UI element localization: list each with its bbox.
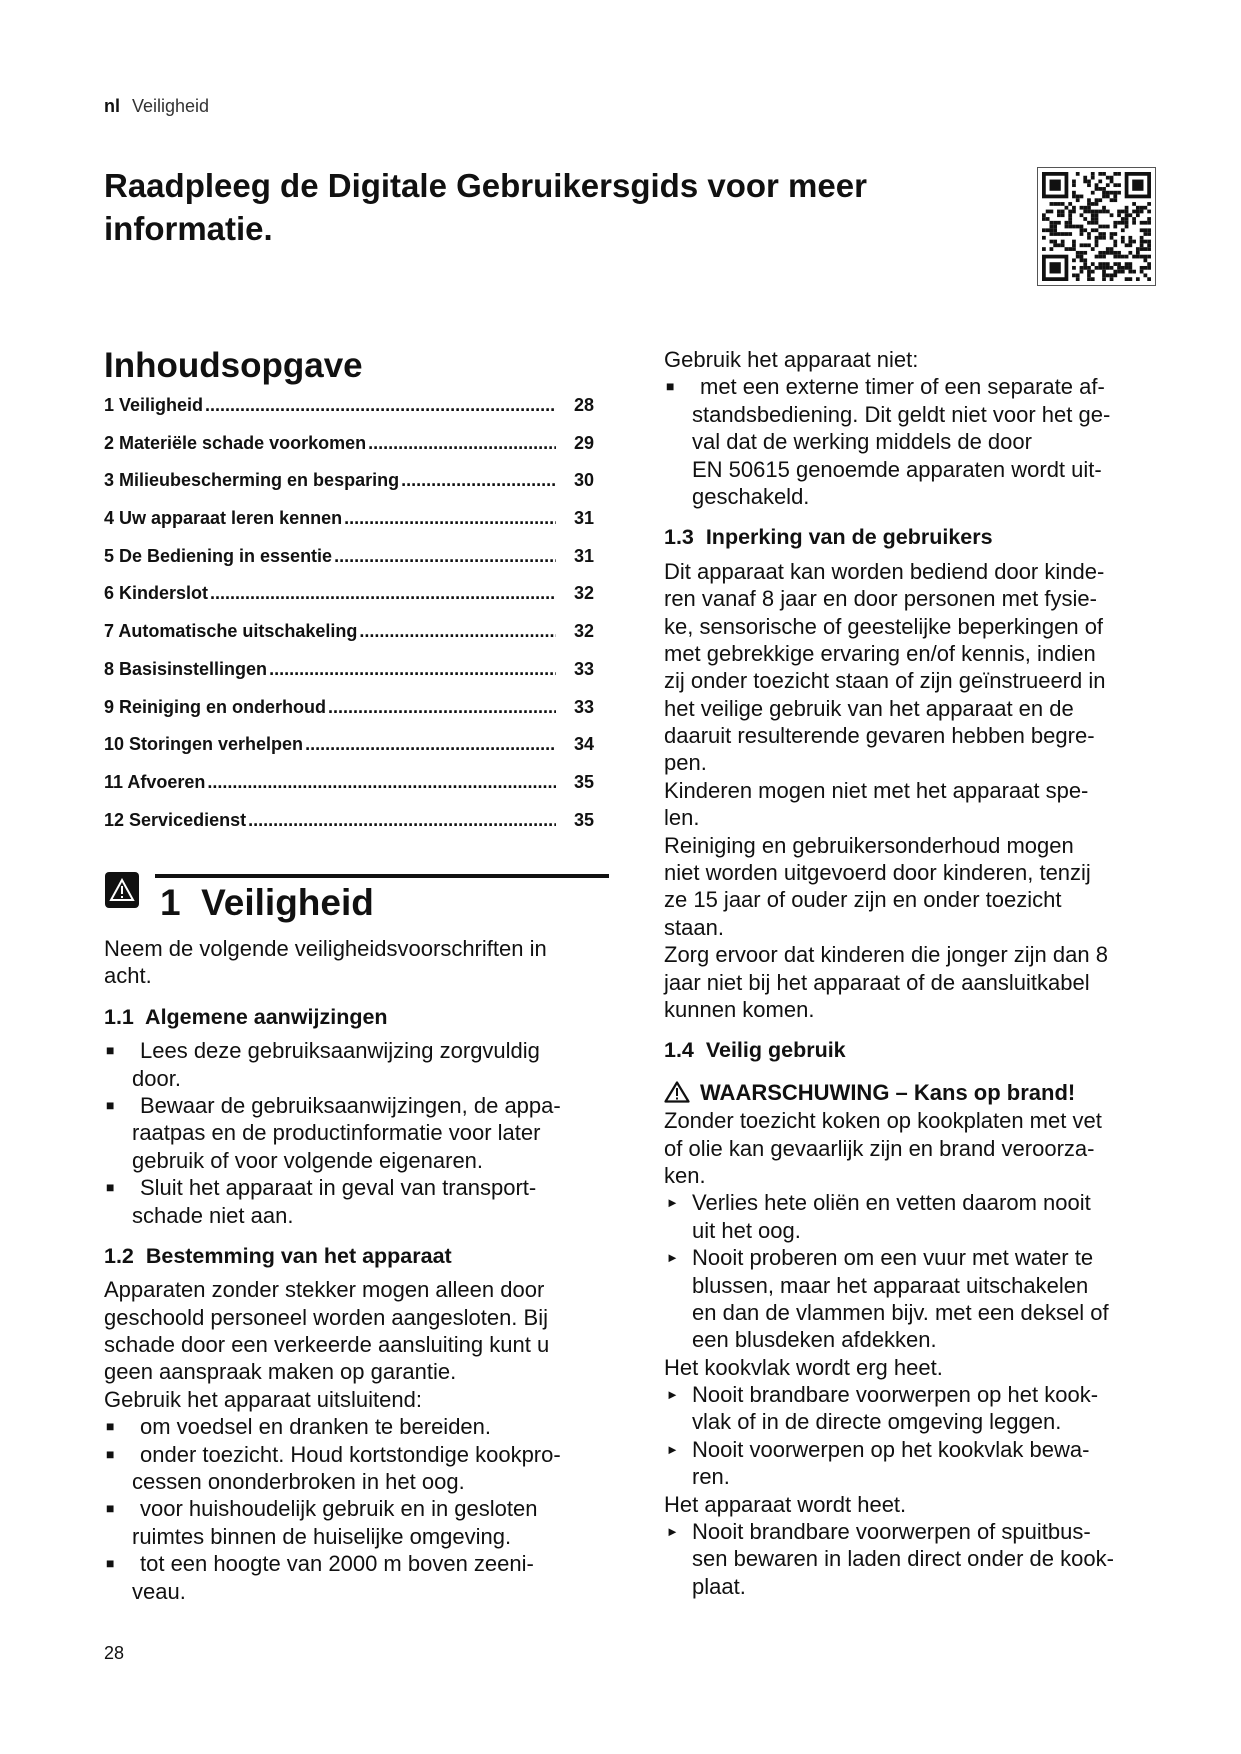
text-line: of olie kan gevaarlijk zijn en brand veroorza-: [664, 1135, 1095, 1161]
text-line: ruimtes binnen de huiselijke omgeving.: [132, 1523, 512, 1549]
paragraph: [664, 346, 1184, 373]
subsection-heading: 1.4 Veilig gebruik: [664, 1038, 846, 1063]
table-of-contents: [104, 395, 594, 847]
paragraph: [664, 1107, 1184, 1189]
bullet-square-icon: ■: [106, 1555, 115, 1572]
toc-item-label: 3 Milieubescherming en besparing: [104, 470, 400, 491]
text-line: Het kookvlak wordt erg heet.: [664, 1354, 943, 1380]
text-line: acht.: [104, 963, 152, 989]
toc-item-page: 33: [573, 696, 594, 717]
text-line: geen aanspraak maken op garantie.: [104, 1359, 457, 1385]
toc-leader: [368, 433, 556, 454]
toc-item-label: 10 Storingen verhelpen: [104, 734, 304, 755]
toc-title: Inhoudsopgave: [104, 346, 363, 385]
toc-item[interactable]: [104, 772, 594, 810]
bullet-square-icon: ■: [106, 1500, 115, 1517]
text-line: met een externe timer of een separate af-: [700, 374, 1105, 400]
toc-item[interactable]: [104, 470, 594, 508]
text-line: standsbediening. Dit geldt niet voor het ge-: [692, 401, 1111, 427]
toc-item-page: 33: [573, 658, 594, 679]
text-line: blussen, maar het apparaat uitschakelen: [692, 1272, 1089, 1298]
toc-item-label: 1 Veiligheid: [104, 395, 204, 415]
toc-item-label: 12 Servicedienst: [104, 809, 247, 830]
bullet-item: [104, 1495, 624, 1550]
text-line: plaat.: [692, 1573, 746, 1599]
instruction-item: [664, 1189, 1184, 1244]
instruction-item: [664, 1381, 1184, 1436]
toc-item[interactable]: [104, 395, 594, 433]
text-line: ke, sensorische of geestelijke beperkingen of: [664, 613, 1104, 639]
text-line: sen bewaren in laden direct onder de kook-: [692, 1546, 1114, 1572]
text-line: staan.: [664, 914, 724, 940]
text-line: pen.: [664, 750, 707, 776]
text-line: met gebrekkige ervaring en/of kennis, indien: [664, 640, 1096, 666]
toc-item-page: 32: [573, 621, 594, 642]
toc-item-page: 29: [573, 432, 594, 453]
page-number: 28: [104, 1643, 125, 1663]
toc-item[interactable]: [104, 546, 594, 584]
paragraph: [104, 935, 624, 990]
text-line: Reiniging en gebruikersonderhoud mogen: [664, 832, 1074, 858]
toc-item-label: 9 Reiniging en onderhoud: [104, 696, 326, 717]
toc-item[interactable]: [104, 508, 594, 546]
paragraph: [664, 1354, 1184, 1381]
toc-leader: [359, 621, 556, 642]
arrow-right-icon: ►: [666, 1195, 679, 1211]
text-line: Zorg ervoor dat kinderen die jonger zijn dan 8: [664, 942, 1108, 968]
text-line: Gebruik het apparaat niet:: [664, 347, 919, 372]
bullet-item: [104, 1550, 624, 1605]
toc-item-label: 7 Automatische uitschakeling: [104, 621, 358, 642]
toc-leader: [401, 470, 556, 491]
toc-item-page: 30: [573, 470, 594, 491]
text-line: val dat de werking middels de door: [692, 429, 1032, 455]
text-line: Nooit proberen om een vuur met water te: [692, 1245, 1094, 1271]
right-column: [664, 346, 1184, 1600]
toc-item[interactable]: [104, 810, 594, 848]
text-line: Neem de volgende veiligheidsvoorschriften in: [104, 936, 547, 961]
running-header: [104, 96, 209, 117]
text-line: tot een hoogte van 2000 m boven zeeni-: [140, 1551, 534, 1577]
text-line: niet worden uitgevoerd door kinderen, tenzij: [664, 860, 1091, 886]
toc-item[interactable]: [104, 734, 594, 772]
toc-item-page: 31: [573, 545, 594, 566]
toc-item-label: 5 De Bediening in essentie: [104, 545, 333, 566]
toc-leader: [248, 810, 556, 831]
text-line: Bewaar de gebruiksaanwijzingen, de appa-: [140, 1092, 561, 1118]
toc-leader: [210, 583, 556, 604]
toc-item[interactable]: [104, 697, 594, 735]
text-line: door.: [132, 1065, 181, 1091]
text-line: Apparaten zonder stekker mogen alleen door: [104, 1277, 545, 1303]
toc-leader: [269, 659, 556, 680]
toc-item-page: 35: [573, 809, 594, 830]
text-line: veau.: [132, 1578, 186, 1604]
text-line: Lees deze gebruiksaanwijzing zorgvuldig: [140, 1038, 540, 1064]
text-line: jaar niet bij het apparaat of de aansluitkabel: [664, 969, 1090, 995]
text-line: daaruit resulterende gevaren hebben begre-: [664, 723, 1095, 749]
text-line: EN 50615 genoemde apparaten wordt uit-: [692, 456, 1102, 482]
toc-item[interactable]: [104, 433, 594, 471]
text-line: schade door een verkeerde aansluiting kunt u: [104, 1332, 550, 1358]
instruction-item: [664, 1518, 1184, 1600]
text-line: ze 15 jaar of ouder zijn en onder toezicht: [664, 887, 1062, 913]
bullet-square-icon: ■: [666, 378, 675, 395]
paragraph: [664, 1491, 1184, 1518]
toc-item[interactable]: [104, 583, 594, 621]
text-line: Sluit het apparaat in geval van transport-: [140, 1175, 537, 1201]
text-line: uit het oog.: [692, 1217, 801, 1243]
text-line: een blusdeken afdekken.: [692, 1327, 937, 1353]
bullet-square-icon: ■: [106, 1042, 115, 1059]
text-line: vlak of in de directe omgeving leggen.: [692, 1409, 1062, 1435]
text-line: len.: [664, 805, 700, 831]
bullet-square-icon: ■: [106, 1179, 115, 1196]
bullet-item: [104, 1441, 624, 1496]
text-line: om voedsel en dranken te bereiden.: [140, 1414, 492, 1440]
text-line: kunnen komen.: [664, 996, 815, 1022]
toc-item-label: 2 Materiële schade voorkomen: [104, 432, 367, 453]
toc-item-page: 32: [573, 583, 594, 604]
text-line: geschakeld.: [692, 483, 810, 509]
arrow-right-icon: ►: [666, 1524, 679, 1540]
toc-leader: [207, 772, 556, 793]
text-line: Nooit brandbare voorwerpen of spuitbus-: [692, 1519, 1091, 1545]
toc-item-label: 8 Basisinstellingen: [104, 658, 268, 679]
toc-leader: [328, 697, 556, 718]
text-line: Het apparaat wordt heet.: [664, 1491, 907, 1517]
section-rule: [155, 874, 609, 878]
bullet-square-icon: ■: [106, 1096, 115, 1113]
toc-item-label: 11 Afvoeren: [104, 771, 206, 792]
toc-leader: [334, 546, 556, 567]
text-line: geschoold personeel worden aangesloten. Bij: [104, 1304, 548, 1330]
qr-code-icon[interactable]: [1037, 167, 1156, 286]
page-title: Raadpleeg de Digitale Gebruikersgids voor meer informatie.: [104, 167, 867, 247]
text-line: en dan de vlammen bijv. met een deksel of: [692, 1299, 1109, 1325]
subsection-heading: 1.1 Algemene aanwijzingen: [104, 1004, 388, 1029]
subsection-heading: 1.3 Inperking van de gebruikers: [664, 525, 993, 550]
toc-item-label: 4 Uw apparaat leren kennen: [104, 508, 343, 529]
section-title: 1 Veiligheid: [160, 882, 374, 923]
bullet-square-icon: ■: [106, 1445, 115, 1462]
warning-triangle-icon: [664, 1081, 690, 1103]
text-line: Nooit voorwerpen op het kookvlak bewa-: [692, 1436, 1090, 1462]
text-line: ren.: [692, 1464, 730, 1490]
arrow-right-icon: ►: [666, 1250, 679, 1266]
text-line: het veilige gebruik van het apparaat en de: [664, 695, 1074, 721]
text-line: cessen ononderbroken in het oog.: [132, 1469, 465, 1495]
text-line: onder toezicht. Houd kortstondige kookpro-: [140, 1441, 561, 1467]
text-line: Kinderen mogen niet met het apparaat spe-: [664, 777, 1089, 803]
text-line: gebruik of voor volgende eigenaren.: [132, 1147, 484, 1173]
text-line: Dit apparaat kan worden bediend door kinde-: [664, 558, 1105, 584]
text-line: Zonder toezicht koken op kookplaten met vet: [664, 1108, 1102, 1134]
toc-item-label: 6 Kinderslot: [104, 583, 209, 604]
bullet-item: [664, 373, 1184, 510]
text-line: Nooit brandbare voorwerpen op het kook-: [692, 1382, 1099, 1408]
arrow-right-icon: ►: [666, 1387, 679, 1403]
toc-item[interactable]: [104, 659, 594, 697]
text-line: voor huishoudelijk gebruik en in gesloten: [140, 1496, 538, 1522]
text-line: schade niet aan.: [132, 1202, 294, 1228]
text-line: zij onder toezicht staan of zijn geïnstrueerd in: [664, 668, 1106, 694]
subsection-heading: 1.2 Bestemming van het apparaat: [104, 1243, 452, 1268]
bullet-square-icon: ■: [106, 1418, 115, 1435]
instruction-item: [664, 1244, 1184, 1354]
text-line: Verlies hete oliën en vetten daarom nooit: [692, 1190, 1091, 1216]
warning-icon: [105, 872, 139, 908]
toc-leader: [205, 395, 556, 416]
text-line: raatpas en de productinformatie voor later: [132, 1120, 541, 1146]
bullet-item: [104, 1092, 624, 1174]
paragraph: [104, 1276, 624, 1413]
toc-leader: [344, 508, 556, 529]
arrow-right-icon: ►: [666, 1441, 679, 1457]
warning-heading: [664, 1079, 1184, 1106]
warning-text: WAARSCHUWING – Kans op brand!: [700, 1079, 1076, 1105]
bullet-item: [104, 1413, 624, 1440]
language-code: nl: [104, 96, 120, 116]
text-line: ken.: [664, 1162, 706, 1188]
instruction-item: [664, 1436, 1184, 1491]
toc-item-page: 28: [573, 395, 594, 415]
toc-leader: [305, 734, 556, 755]
bullet-item: [104, 1174, 624, 1229]
toc-item-page: 34: [573, 734, 594, 755]
toc-item-page: 35: [573, 771, 594, 792]
text-line: ren vanaf 8 jaar en door personen met fysie-: [664, 586, 1097, 612]
toc-item[interactable]: [104, 621, 594, 659]
paragraph: [664, 558, 1184, 1024]
header-section: Veiligheid: [132, 96, 210, 116]
text-line: Gebruik het apparaat uitsluitend:: [104, 1386, 422, 1412]
bullet-item: [104, 1037, 624, 1092]
toc-item-page: 31: [573, 508, 594, 529]
left-column: [104, 935, 624, 1605]
